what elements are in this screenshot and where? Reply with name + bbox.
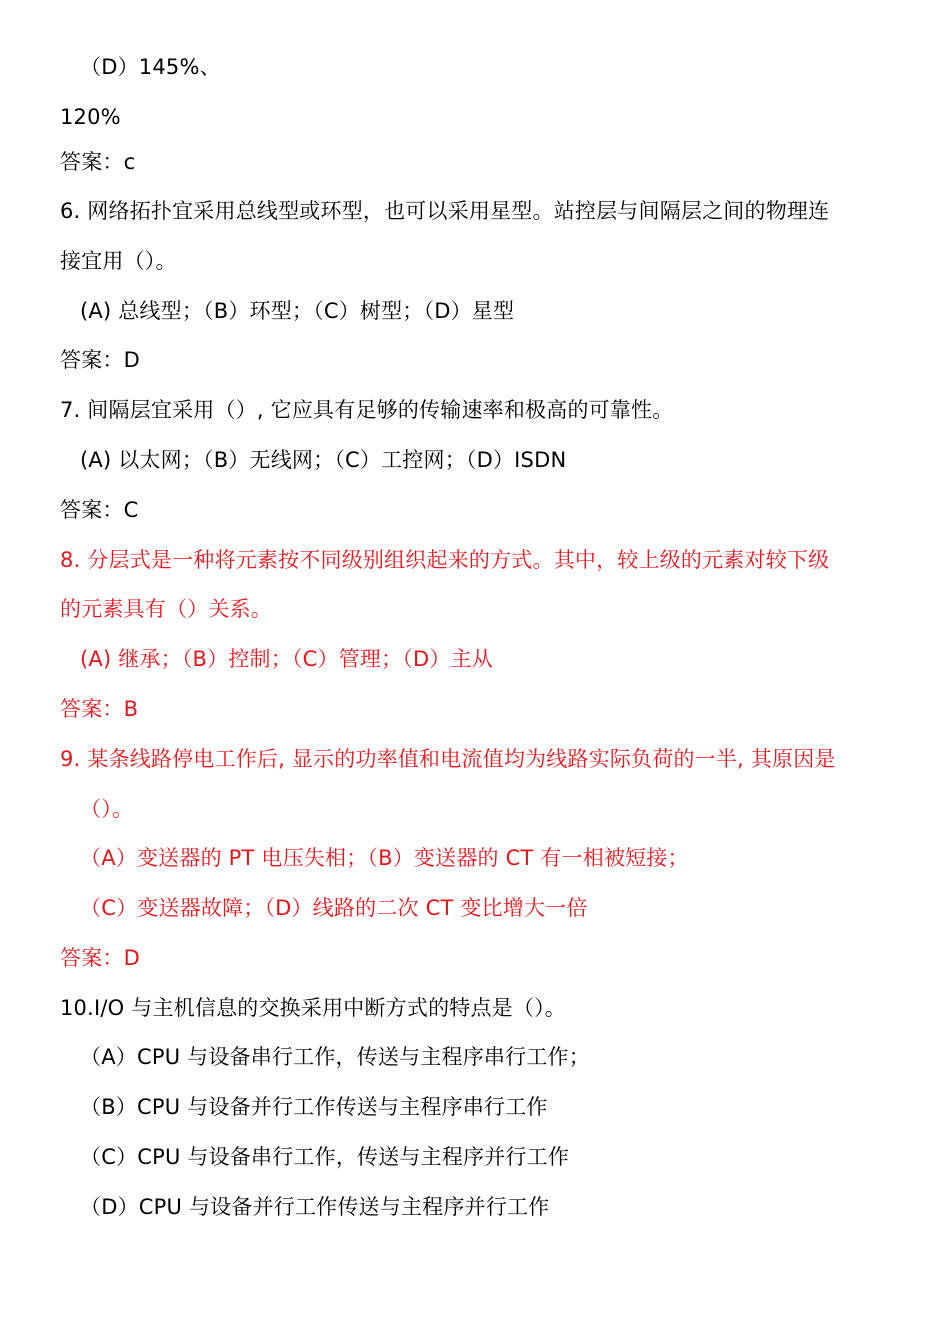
question-6-line1: 6. 网络拓扑宜采用总线型或环型，也可以采用星型。站控层与间隔层之间的物理连 xyxy=(60,199,830,223)
question-9-options-cd: （C）变送器故障；（D）线路的二次 CT 变比增大一倍 xyxy=(80,896,588,920)
question-7-line1: 7. 间隔层宜采用（）, 它应具有足够的传输速率和极高的可靠性。 xyxy=(60,398,674,422)
answer-q7: 答案：C xyxy=(60,498,139,522)
question-6-options: (A) 总线型；（B）环型；（C）树型；（D）星型 xyxy=(80,299,515,323)
question-8-line2: 的元素具有（）关系。 xyxy=(60,597,272,621)
question-8-options: (A) 继承；（B）控制；（C）管理；（D）主从 xyxy=(80,647,493,671)
question-10-option-c: （C）CPU 与设备串行工作，传送与主程序并行工作 xyxy=(80,1145,570,1169)
question-9-line1: 9. 某条线路停电工作后, 显示的功率值和电流值均为线路实际负荷的一半, 其原因是 xyxy=(60,747,836,771)
answer-q5: 答案：c xyxy=(60,150,136,174)
answer-q8: 答案：B xyxy=(60,697,139,721)
question-10-option-d: （D）CPU 与设备并行工作传送与主程序并行工作 xyxy=(80,1195,550,1219)
question-10-line1: 10.I/O 与主机信息的交换采用中断方式的特点是（）。 xyxy=(60,996,566,1020)
answer-q6: 答案：D xyxy=(60,348,140,372)
question-10-option-b: （B）CPU 与设备并行工作传送与主程序串行工作 xyxy=(80,1095,548,1119)
question-8-line1: 8. 分层式是一种将元素按不同级别组织起来的方式。其中，较上级的元素对较下级 xyxy=(60,548,830,572)
question-9-options-ab: （A）变送器的 PT 电压失相；（B）变送器的 CT 有一相被短接； xyxy=(80,846,689,870)
option-d-q5-part2: 120% xyxy=(60,105,121,129)
question-10-option-a: （A）CPU 与设备串行工作，传送与主程序串行工作； xyxy=(80,1045,590,1069)
option-d-q5-part1: （D）145%、 xyxy=(80,55,221,79)
answer-q9: 答案：D xyxy=(60,946,140,970)
question-9-line2: （）。 xyxy=(80,797,134,821)
question-7-options: (A) 以太网；（B）无线网；（C）工控网；（D）ISDN xyxy=(80,448,567,472)
question-6-line2: 接宜用（）。 xyxy=(60,249,177,273)
